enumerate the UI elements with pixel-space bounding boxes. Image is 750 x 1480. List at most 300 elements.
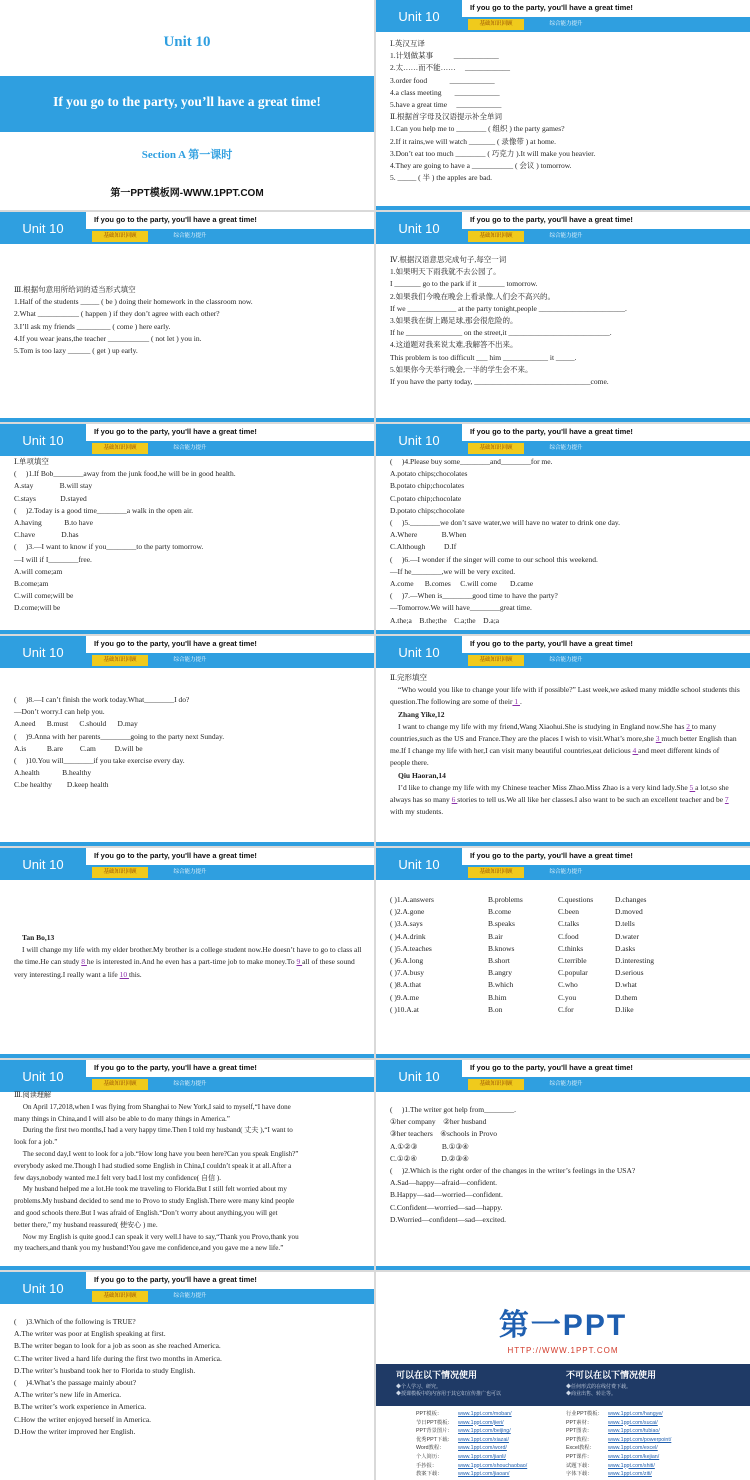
slide-header (0, 848, 374, 890)
link-url[interactable]: www.1ppt.com/tubiao/ (608, 1428, 660, 1435)
slide-10 (376, 848, 750, 1058)
text-line: 3.order food ____________ (390, 75, 495, 85)
slide-1-cover (0, 0, 374, 210)
tab-bar (462, 1077, 750, 1102)
page-number: -10- (726, 884, 736, 890)
slide-8 (376, 636, 750, 846)
page-number: -7- (353, 672, 360, 678)
link-label: 试题下载： (566, 1462, 593, 1469)
paragraph (390, 782, 740, 819)
option-b: B.which (488, 980, 514, 990)
link-label: PPT课件： (566, 1453, 593, 1460)
bottom-bar (376, 842, 750, 846)
text-line: B.potato chip;chocolates (390, 481, 465, 491)
text-line: Ⅰ.英汉互译 (390, 39, 425, 48)
text-line: D.potato chips;chocolate (390, 505, 465, 515)
option-a: ( )9.A.me (390, 992, 419, 1002)
tab-advanced[interactable]: 综合能力提升 (173, 657, 207, 663)
slide-header (0, 636, 374, 678)
unit-label: Unit 10 (376, 848, 462, 880)
text-line: ( )4.Please buy some________and________for me. (390, 457, 553, 466)
text-line: and good schools there.But I was afraid of English.“Don’t worry about anything,you will get (14, 1208, 278, 1217)
text-line: ( )5.________we don’t save water,we will have no water to drink one day. (390, 518, 621, 528)
tab-bar (86, 1289, 374, 1314)
text-line: 4.If you wear jeans,the teacher ___________ ( not let ) you in. (14, 333, 202, 343)
option-row (390, 967, 740, 979)
text-line: 1.计划做某事 ____________ (390, 51, 499, 61)
option-c: C.for (558, 1004, 574, 1014)
option-a: ( )7.A.busy (390, 968, 424, 978)
blank-1: 1 (512, 697, 520, 707)
text: I want to change my life with my friend,Wang Xiaohui.She is studying in England now.She has (398, 721, 685, 731)
text-line: —If he________,we will be very excited. (390, 566, 516, 576)
link-label: 个人简历： (416, 1453, 443, 1460)
page-number: -8- (729, 672, 736, 678)
text-line: 5. _____ ( 半 ) the apples are bad. (390, 173, 493, 183)
tab-basic[interactable]: 基础知识回顾 (468, 867, 524, 878)
page-number: -6- (729, 460, 736, 466)
link-row (416, 1453, 750, 1462)
link-url[interactable]: www.1ppt.com/moban/ (458, 1411, 512, 1417)
text-line: 1.Can you help me to ________ ( 组织 ) the party games? (390, 124, 565, 134)
link-row (416, 1470, 750, 1479)
text-line: On April 17,2018,when I was flying from Shanghai to New York,I said to myself,“I have done (14, 1102, 291, 1111)
text-line: I _______ go to the park if it _______ tomorrow. (390, 279, 538, 289)
text-line: 5.have a great time ____________ (390, 100, 502, 110)
text-line: ( )3.—I want to know if you________to the party tomorrow. (14, 542, 204, 552)
tab-bar (86, 441, 374, 466)
header-title: If you go to the party, you'll have a great time! (94, 427, 257, 436)
text: to many countries,such as the US and France.They are the places I wish to visit.What’s more,she (390, 721, 717, 744)
header-title: If you go to the party, you'll have a great time! (470, 215, 633, 224)
text-line: ( )2.Today is a good time________a walk in the open air. (14, 505, 194, 515)
text-line: Now my English is quite good.I can speak it very well.I have to say,“Thank you Provo,thank you (14, 1232, 299, 1241)
link-label: 节日PPT模板： (416, 1419, 453, 1426)
page-number: -5- (353, 460, 360, 466)
text: all of these sound very interesting.I really want a life (14, 957, 355, 979)
tab-basic[interactable]: 基础知识回顾 (92, 1079, 148, 1090)
slide-header (376, 848, 750, 890)
link-url[interactable]: www.1ppt.com/hangye/ (608, 1411, 663, 1417)
text-line: Ⅳ.根据汉语意思完成句子,每空一词 (390, 255, 507, 264)
bottom-bar (0, 842, 374, 846)
text-line: C.Although D.If (390, 542, 457, 552)
text-line: 4.这道题对我来说太难,我解答不出来。 (390, 340, 518, 350)
option-c: C.popular (558, 968, 588, 978)
bottom-bar (0, 630, 374, 634)
option-b: B.him (488, 992, 507, 1002)
link-url[interactable]: www.1ppt.com/ziti/ (608, 1471, 652, 1478)
link-label: 优秀PPT下载： (416, 1436, 453, 1443)
text-line: C.potato chip;chocolate (390, 493, 462, 503)
link-url[interactable]: www.1ppt.com/sucai/ (608, 1419, 658, 1426)
can-use-title: 可以在以下情况使用 (396, 1370, 478, 1380)
text-line: A.stay B.will stay (14, 481, 93, 491)
text: and meet different kinds of people there. (390, 746, 720, 768)
option-b: B.problems (488, 895, 523, 904)
link-url[interactable]: www.1ppt.com/jiaoan/ (458, 1471, 510, 1478)
text-line: Ⅲ.根据句意用所给词的适当形式填空 (14, 285, 136, 294)
page-number: -9- (353, 884, 360, 890)
tab-bar (462, 17, 750, 42)
header-title: If you go to the party, you'll have a great time! (470, 1063, 633, 1072)
link-url[interactable]: www.1ppt.com/shouchaobao/ (458, 1462, 528, 1469)
text-line: 2.What ___________ ( happen ) if they don’t agree with each other? (14, 309, 220, 319)
header-title: If you go to the party, you'll have a great time! (94, 1275, 257, 1284)
cover-section: Section A 第一课时 (141, 149, 233, 161)
unit-label: Unit 10 (0, 1272, 86, 1304)
cannot-use-title: 不可以在以下情况使用 (566, 1370, 657, 1380)
link-url[interactable]: www.1ppt.com/jianli/ (458, 1453, 506, 1460)
usage-panel (376, 1364, 750, 1480)
slide-header (376, 0, 750, 42)
option-row (390, 918, 740, 930)
option-d: D.what (615, 980, 637, 990)
link-label: PPT图表： (566, 1428, 593, 1435)
cannot-use-line: ◆任何形式的在线付费下载。 (566, 1384, 632, 1390)
text-line: B.Happy—sad—worried—confident. (390, 1190, 503, 1200)
text-line: My husband helped me a lot.He took me traveling to Florida.But I still felt worried about my (14, 1185, 287, 1194)
tab-basic[interactable]: 基础知识回顾 (92, 655, 148, 666)
text-line: ( )9.Anna with her parents________going to the party next Sunday. (14, 731, 225, 741)
link-label: PPT素材： (566, 1419, 593, 1426)
link-row (416, 1419, 750, 1428)
tab-advanced[interactable]: 综合能力提升 (173, 869, 207, 875)
text-line: many things in China,and I will also be able to do many things in America.” (14, 1114, 230, 1123)
option-row (390, 1004, 740, 1016)
text: I’d like to change my life with my Chinese teacher Miss Zhao.Miss Zhao is a very kind lady.She (398, 782, 688, 792)
unit-label: Unit 10 (0, 848, 86, 880)
text-line: 1.Half of the students _____ ( be ) doing their homework in the classroom now. (14, 297, 253, 307)
slide-header (0, 212, 374, 254)
option-c: C.terrible (558, 956, 587, 966)
blank-9: 9 (296, 957, 303, 967)
link-url[interactable]: www.1ppt.com/shiti/ (608, 1462, 655, 1469)
text-line: A.need B.must C.should D.may (14, 719, 138, 729)
header-title: If you go to the party, you'll have a great time! (470, 851, 633, 860)
header-title: If you go to the party, you'll have a great time! (470, 3, 633, 12)
text: “Who would you like to change your life with if possible?” Last week,we asked many middle school students this question.The following are some of their (390, 685, 740, 707)
bottom-bar (376, 630, 750, 634)
text-line: —Tomorrow.We will have________great time. (390, 603, 532, 613)
tab-basic[interactable]: 基础知识回顾 (468, 231, 524, 242)
text-line: C.will come;will be (14, 591, 74, 601)
text-line: —Don’t worry.I can help you. (14, 707, 105, 717)
text-line: A.The writer’s new life in America. (14, 1390, 122, 1400)
tab-advanced[interactable]: 综合能力提升 (549, 233, 583, 239)
option-d: D.changes (615, 895, 647, 904)
text-line: ( )7.—When is________good time to have the party? (390, 591, 558, 601)
tab-advanced[interactable]: 综合能力提升 (173, 1081, 207, 1087)
cover-unit: Unit 10 (163, 34, 211, 50)
link-label: 字体下载： (566, 1471, 593, 1478)
option-d: D.like (615, 1004, 634, 1014)
option-b: B.on (488, 1004, 503, 1014)
link-list (376, 1406, 750, 1480)
logo-url: HTTP://WWW.1PPT.COM (507, 1346, 619, 1355)
option-b: B.come (488, 907, 512, 917)
text-line: 4.a class meeting ____________ (390, 87, 500, 97)
text-line: ③her teachers ④schools in Provo (390, 1129, 497, 1139)
text: this. (128, 969, 142, 979)
option-c: C.food (558, 931, 579, 941)
text-line: C.The writer lived a hard life during the first two months in America. (14, 1353, 222, 1363)
text-line: ( )3.Which of the following is TRUE? (14, 1317, 136, 1326)
tab-advanced[interactable]: 综合能力提升 (173, 445, 207, 451)
option-row (390, 931, 740, 943)
text-line: The second day,I went to look for a job.“How long have you been here?Can you speak English?” (14, 1149, 299, 1158)
option-d: D.interesting (615, 956, 654, 966)
option-b: B.air (488, 931, 503, 941)
section-heading: Ⅱ.完形填空 (390, 673, 427, 682)
text-line: C.stays D.stayed (14, 493, 87, 503)
text: with my students. (390, 807, 444, 817)
unit-label: Unit 10 (0, 636, 86, 668)
unit-label: Unit 10 (376, 0, 462, 32)
blank-10: 10 (119, 969, 129, 979)
slide-6 (376, 424, 750, 634)
link-url[interactable]: www.1ppt.com/powerpoint/ (608, 1436, 672, 1443)
tab-advanced[interactable]: 综合能力提升 (549, 1081, 583, 1087)
text-line: Ⅰ.单项填空 (14, 457, 49, 466)
text-line: C.have D.has (14, 530, 79, 540)
option-row (390, 979, 740, 991)
option-b: B.angry (488, 968, 512, 978)
option-row (390, 955, 740, 967)
text-line: everybody asked me.Though I had studied some English in China,I couldn’t speak it at all.After a (14, 1161, 292, 1170)
tab-bar (86, 865, 374, 890)
slide-11 (0, 1060, 374, 1270)
unit-label: Unit 10 (0, 212, 86, 244)
option-row (390, 894, 740, 906)
tab-advanced[interactable]: 综合能力提升 (549, 21, 583, 27)
tab-bar (462, 653, 750, 678)
tab-advanced[interactable]: 综合能力提升 (549, 869, 583, 875)
page-number: -3- (353, 248, 360, 254)
slide-header (376, 212, 750, 254)
text-line: 3.如果我在街上踢足球,那会很危险的。 (390, 316, 518, 326)
slide-2 (376, 0, 750, 210)
link-label: Word教程： (416, 1445, 445, 1452)
link-label: PPT教程： (566, 1436, 593, 1443)
tab-basic[interactable]: 基础知识回顾 (468, 655, 524, 666)
text-line: my teachers,and thank you my husband!You gave me confidence,and you gave me a new life.” (14, 1244, 284, 1253)
link-row (416, 1436, 750, 1445)
text-line: problems.My husband decided to send me to Provo to study English.There were many kind people (14, 1197, 295, 1206)
text-line: If he _______________ on the street,it ___________________________. (390, 328, 612, 338)
link-row (416, 1410, 750, 1419)
option-c: C.thinks (558, 943, 584, 953)
option-a: ( )5.A.teaches (390, 943, 432, 953)
link-url[interactable]: www.1ppt.com/kejian/ (608, 1453, 660, 1460)
slide-3 (0, 212, 374, 422)
link-url[interactable]: www.1ppt.com/word/ (458, 1445, 507, 1452)
link-url[interactable]: www.1ppt.com/beijing/ (458, 1428, 511, 1435)
text-line: ( )2.Which is the right order of the changes in the writer’s feelings in the USA? (390, 1166, 636, 1176)
unit-label: Unit 10 (376, 424, 462, 456)
text-line: B.The writer began to look for a job as soon as she reached America. (14, 1341, 221, 1351)
link-row (416, 1462, 750, 1471)
header-title: If you go to the party, you'll have a great time! (94, 851, 257, 860)
student-name: Qiu Haoran,14 (398, 770, 446, 780)
link-label: PPT背景图片： (416, 1428, 453, 1435)
tab-advanced[interactable]: 综合能力提升 (549, 657, 583, 663)
text-line: B.The writer’s work experience in America. (14, 1402, 147, 1412)
text-line: A.Where B.When (390, 530, 467, 540)
text-line: ( )1.If Bob________away from the junk food,he will be in good health. (14, 469, 236, 479)
text-line: look for a job.” (14, 1138, 58, 1147)
text-line: A.will come;am (14, 566, 63, 576)
tab-advanced[interactable]: 综合能力提升 (549, 445, 583, 451)
tab-basic[interactable]: 基础知识回顾 (468, 443, 524, 454)
option-b: B.speaks (488, 919, 515, 929)
text-line: D.come;will be (14, 603, 61, 613)
bottom-bar (376, 1266, 750, 1270)
blank-5: 5 (689, 782, 696, 792)
paragraph (390, 721, 740, 770)
text-line: If we _____________ at the party tonight,people _______________________. (390, 303, 627, 313)
tab-bar (462, 865, 750, 890)
text: I will change my life with my elder brother.My brother is a college student now.He doesn’t have to go to class all the time.He can study (14, 945, 362, 967)
tab-advanced[interactable]: 综合能力提升 (173, 1293, 207, 1299)
option-a: ( )2.A.gone (390, 907, 425, 917)
text-line: 2.太……而不能…… ____________ (390, 63, 510, 73)
bottom-bar (376, 418, 750, 422)
option-row (390, 992, 740, 1004)
option-c: C.who (558, 980, 578, 990)
text-line: This problem is too difficult ___ him ____________ it _____. (390, 352, 577, 362)
cannot-use-line: ◆商业出售、转让等。 (566, 1391, 617, 1397)
logo-text: 第一PPT (498, 1309, 628, 1342)
text-line: better there,” my husband reassured( 使安心 ) me. (14, 1220, 158, 1229)
text: a lot,so she always has so many (390, 782, 729, 805)
text-line: 4.They are going to have a ___________ ( 会议 ) tomorrow. (390, 161, 572, 171)
option-d: D.moved (615, 907, 643, 917)
slide-9 (0, 848, 374, 1058)
text-line: If you have the party today, _______________________________come. (390, 377, 609, 387)
link-url[interactable]: www.1ppt.com/jieri/ (458, 1419, 504, 1426)
blank-2: 2 (686, 721, 692, 731)
link-label: 教案下载： (416, 1471, 443, 1478)
option-c: C.questions (558, 895, 594, 904)
blank-4: 4 (632, 746, 639, 756)
unit-label: Unit 10 (376, 1060, 462, 1092)
tab-basic[interactable]: 基础知识回顾 (468, 19, 524, 30)
text-line: 2.如果我们今晚在晚会上看录像,人们会不高兴的。 (390, 291, 555, 301)
option-a: ( )8.A.that (390, 980, 422, 990)
text-line: Ⅲ.阅读理解 (14, 1091, 51, 1099)
text-line: C.Confident—worried—sad—happy. (390, 1202, 503, 1212)
text-line: A.health B.healthy (14, 768, 92, 778)
text-line: ( )10.You will________if you take exercise every day. (14, 756, 185, 766)
header-title: If you go to the party, you'll have a great time! (470, 427, 633, 436)
option-d: D.them (615, 992, 638, 1002)
student-name: Zhang Yike,12 (398, 709, 445, 719)
blank-8: 8 (81, 957, 87, 967)
paragraph (14, 944, 364, 981)
text-line: C.be healthy D.keep health (14, 780, 109, 790)
tab-advanced[interactable]: 综合能力提升 (173, 233, 207, 239)
header-title: If you go to the party, you'll have a great time! (94, 1063, 257, 1072)
blank-7: 7 (724, 795, 729, 805)
option-b: B.short (488, 956, 510, 966)
tab-basic[interactable]: 基础知识回顾 (92, 231, 148, 242)
text-line: A.is B.are C.am D.will be (14, 743, 143, 753)
slide-14-ad (376, 1272, 750, 1480)
tab-basic[interactable]: 基础知识回顾 (92, 1291, 148, 1302)
unit-label: Unit 10 (0, 424, 86, 456)
text-line: ( )6.—I wonder if the singer will come to our school this weekend. (390, 554, 598, 564)
text-line: 5.Tom is too lazy ______ ( get ) up early. (14, 346, 138, 356)
tab-basic[interactable]: 基础知识回顾 (92, 443, 148, 454)
text-line: B.come;am (14, 579, 49, 589)
text-line: D.How the writer improved her English. (14, 1426, 136, 1436)
blank-6: 6 (451, 795, 458, 805)
slide-header (376, 1060, 750, 1102)
paragraph: “Who would you like to change your life with if possible?” Last week,we asked many middle school students this question.The following are some of their 1 . (390, 685, 740, 707)
slide-12 (376, 1060, 750, 1270)
link-url[interactable]: www.1ppt.com/xiazai/ (458, 1436, 509, 1443)
tab-bar (86, 653, 374, 678)
link-label: 行业PPT模板： (566, 1411, 603, 1417)
header-title: If you go to the party, you'll have a great time! (94, 639, 257, 648)
text-line: 3.I’ll ask my friends _________ ( come ) here early. (14, 321, 171, 331)
blank-3: 3 (655, 734, 662, 744)
text-line: A.potato chips;chocolates (390, 469, 468, 479)
text: much better English than me.If I change my life with her,I can visit many beautiful countries,eat delicious (390, 734, 737, 756)
text-line: 5.如果你今天举行晚会,一半的学生会不来。 (390, 364, 533, 374)
tab-basic[interactable]: 基础知识回顾 (468, 1079, 524, 1090)
bottom-bar (376, 206, 750, 210)
text: stories to tell us.We all like her classes.I also want to be such an excellent teacher and be (457, 795, 724, 805)
can-use-line: ◆个人学习、研究。 (396, 1384, 442, 1390)
option-a: ( )6.A.long (390, 956, 424, 966)
can-use-line: ◆授课模板中的内容用于其它如宣传推广也可以 (396, 1391, 502, 1397)
text-line: ①her company ②her husband (390, 1117, 487, 1127)
option-d: D.tells (615, 919, 635, 929)
link-row (416, 1444, 750, 1453)
text: he is interested in.And he even has a part-time job to make money.To (86, 957, 295, 967)
cover-title: If you go to the party, you’ll have a great time! (53, 94, 321, 109)
option-d: D.serious (615, 968, 644, 978)
text-line: few days,nobody wanted me.I felt very bad.I lost my confidence( 自信 ). (14, 1173, 222, 1182)
slide-5 (0, 424, 374, 634)
option-a: ( )1.A.answers (390, 895, 434, 904)
text-line: —I will if I________free. (14, 554, 92, 564)
slide-7 (0, 636, 374, 846)
option-row (390, 906, 740, 918)
text-line: ( )8.—I can’t finish the work today.What________I do? (14, 695, 190, 704)
link-url[interactable]: www.1ppt.com/excel/ (608, 1445, 658, 1452)
cover-site: 第一PPT模板网-WWW.1PPT.COM (110, 188, 264, 199)
slide-4 (376, 212, 750, 422)
option-a: ( )4.A.drink (390, 931, 426, 941)
text-line: 1.如果明天下雨我就不去公园了。 (390, 267, 501, 277)
option-row (390, 943, 740, 955)
text-line: During the first two months,I had a very happy time.Then I told my husband( 丈夫 ),“I want to (14, 1126, 293, 1135)
text-line: C.How the writer enjoyed herself in America. (14, 1414, 152, 1424)
tab-basic[interactable]: 基础知识回顾 (92, 867, 148, 878)
text-line: A.having B.to have (14, 518, 93, 528)
page-number: -11- (350, 1096, 360, 1102)
tab-bar (462, 229, 750, 254)
link-label: 手抄报： (416, 1462, 438, 1469)
page-number: -12- (726, 1096, 736, 1102)
header-title: If you go to the party, you'll have a great time! (94, 215, 257, 224)
unit-label: Unit 10 (376, 212, 462, 244)
option-c: C.been (558, 907, 580, 917)
option-a: ( )3.A.says (390, 919, 423, 929)
